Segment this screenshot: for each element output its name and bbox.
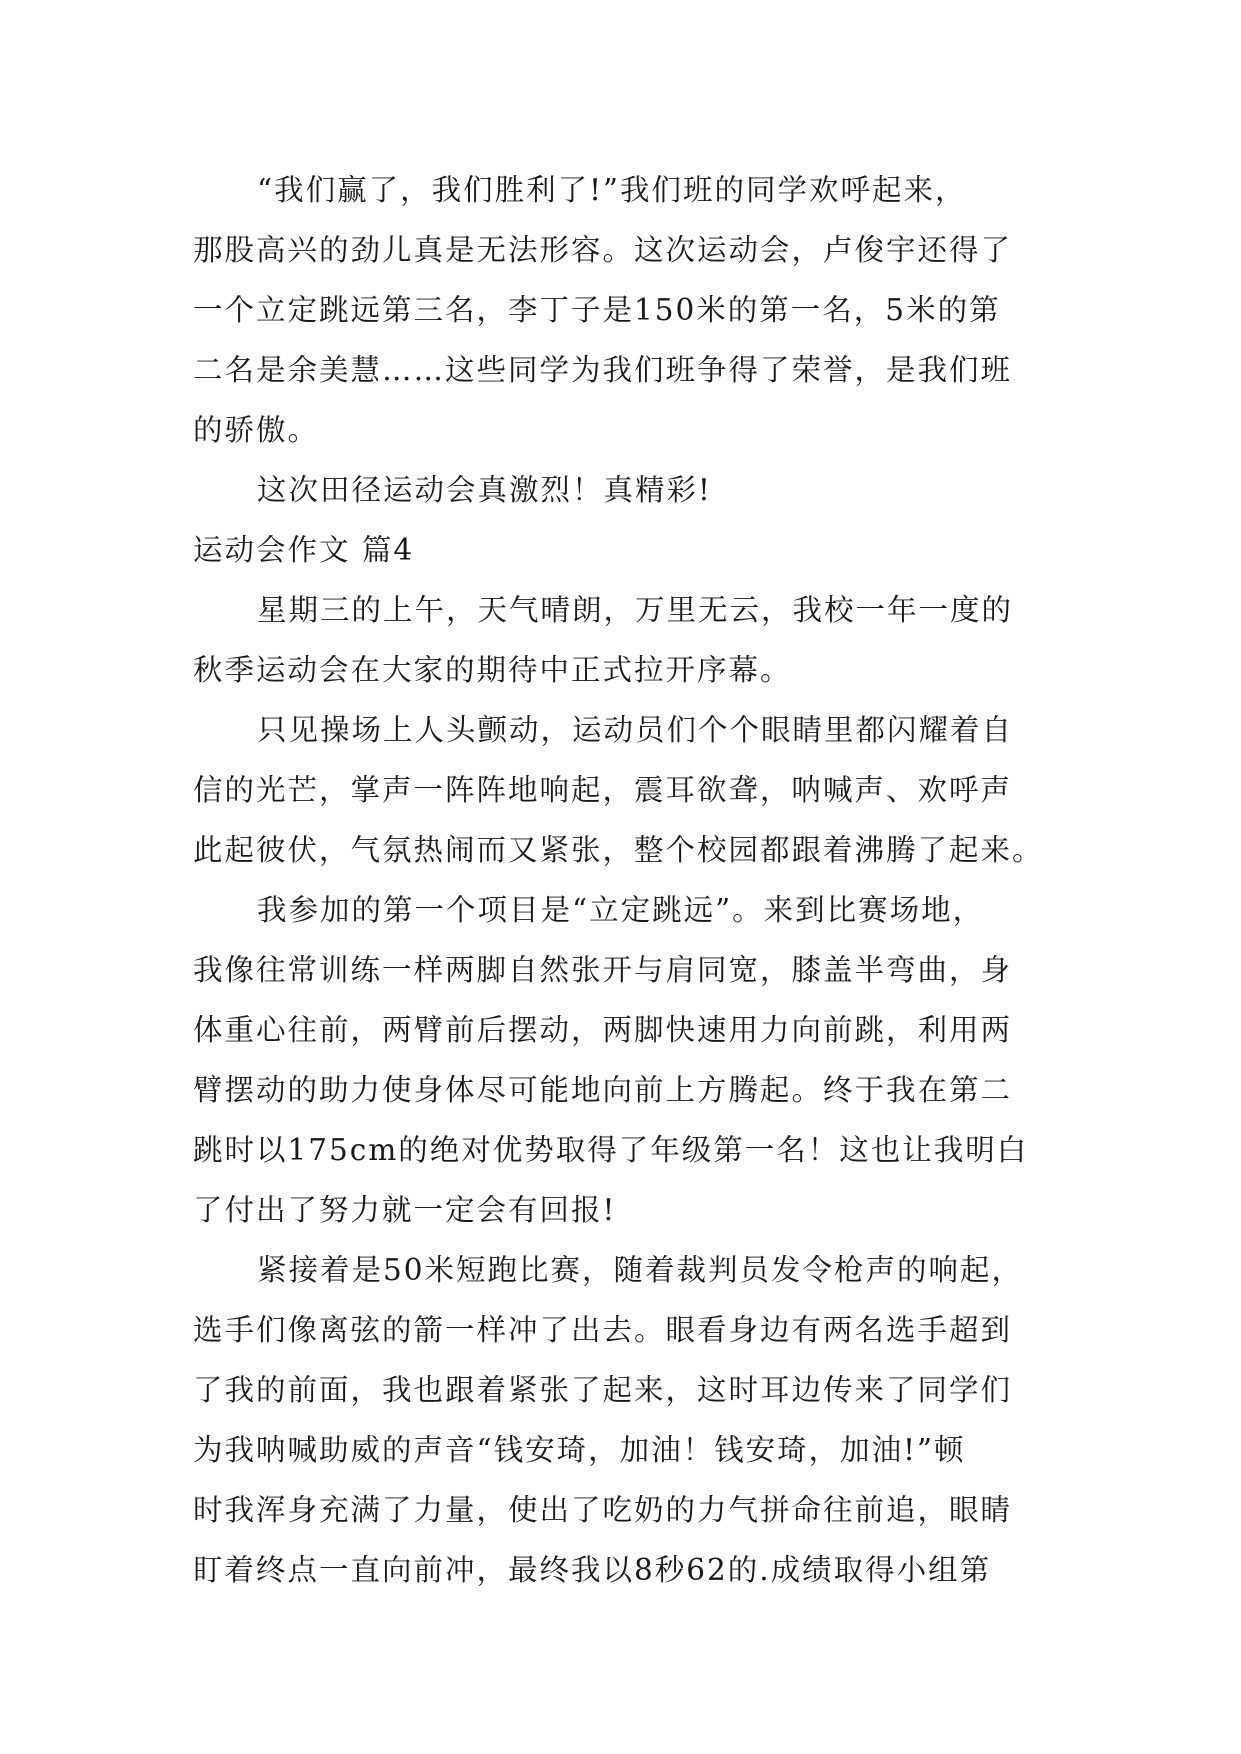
paragraph-line: 了我的前面，我也跟着紧张了起来，这时耳边传来了同学们	[193, 1373, 1013, 1407]
paragraph-line: 此起彼伏，气氛热闹而又紧张，整个校园都跟着沸腾了起来。	[193, 833, 1044, 867]
paragraph-line: 秋季运动会在大家的期待中正式拉开序幕。	[193, 653, 792, 687]
paragraph-line: 了付出了努力就一定会有回报!	[193, 1193, 617, 1227]
paragraph-line: 臂摆动的助力使身体尽可能地向前上方腾起。终于我在第二	[193, 1073, 1013, 1107]
paragraph-line: 一个立定跳远第三名，李丁子是150米的第一名，5米的第	[193, 293, 1001, 327]
paragraph-line: “我们赢了，我们胜利了!”我们班的同学欢呼起来，	[257, 173, 967, 207]
paragraph-line: 为我呐喊助威的声音“钱安琦，加油！钱安琦，加油!”顿	[193, 1433, 966, 1467]
paragraph-line: 盯着终点一直向前冲，最终我以8秒62的.成绩取得小组第	[193, 1553, 992, 1587]
paragraph-line: 那股高兴的劲儿真是无法形容。这次运动会，卢俊宇还得了	[193, 233, 1013, 267]
paragraph-line: 时我浑身充满了力量，使出了吃奶的力气拼命往前追，眼睛	[193, 1493, 1013, 1527]
paragraph-line: 我参加的第一个项目是“立定跳远”。来到比赛场地，	[257, 893, 985, 927]
paragraph-line: 二名是余美慧……这些同学为我们班争得了荣誉，是我们班	[193, 353, 1013, 387]
paragraph-line: 只见操场上人头颤动，运动员们个个眼睛里都闪耀着自	[257, 713, 1014, 747]
paragraph-line: 这次田径运动会真激烈！真精彩!	[257, 473, 712, 507]
section-heading: 运动会作文 篇4	[193, 533, 415, 567]
paragraph-line: 星期三的上午，天气晴朗，万里无云，我校一年一度的	[257, 593, 1014, 627]
paragraph-line: 体重心往前，两臂前后摆动，两脚快速用力向前跳，利用两	[193, 1013, 1013, 1047]
paragraph-line: 紧接着是50米短跑比赛，随着裁判员发令枪声的响起，	[257, 1253, 1024, 1287]
paragraph-line: 选手们像离弦的箭一样冲了出去。眼看身边有两名选手超到	[193, 1313, 1013, 1347]
paragraph-line: 信的光芒，掌声一阵阵地响起，震耳欲聋，呐喊声、欢呼声	[193, 773, 1013, 807]
paragraph-line: 跳时以175cm的绝对优势取得了年级第一名！这也让我明白	[193, 1133, 1029, 1167]
document-body	[193, 160, 1053, 1600]
paragraph-line: 我像往常训练一样两脚自然张开与肩同宽，膝盖半弯曲，身	[193, 953, 1013, 987]
paragraph-line: 的骄傲。	[193, 413, 320, 447]
